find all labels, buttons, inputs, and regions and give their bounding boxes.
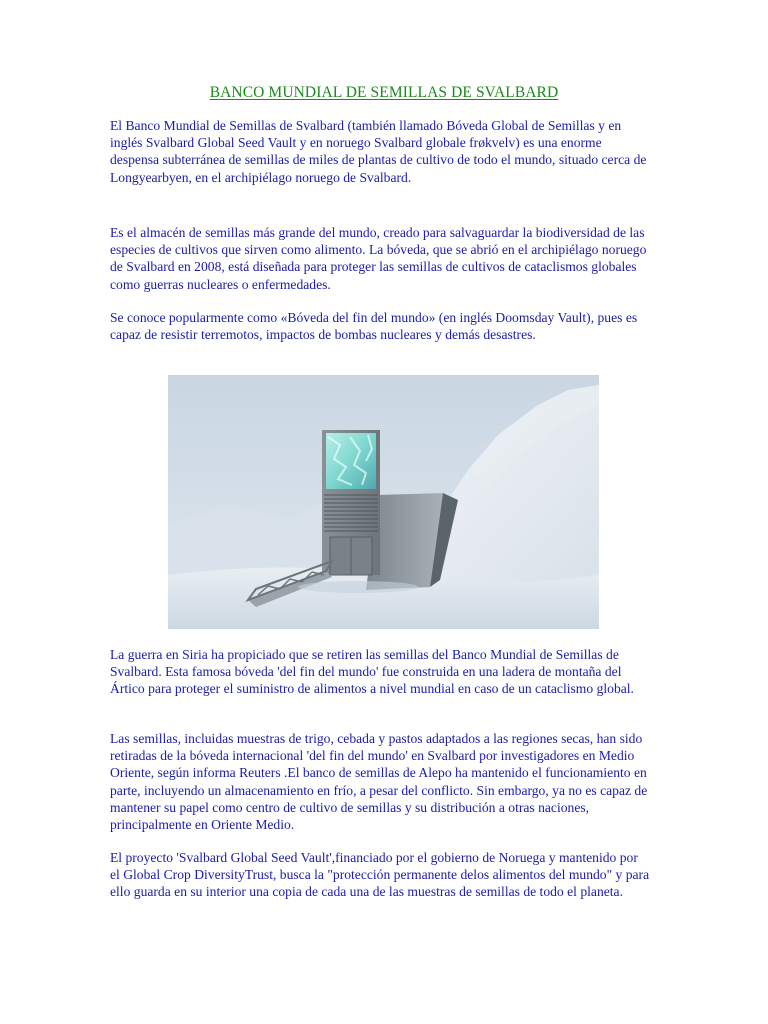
seed-vault-photo [168, 375, 599, 629]
paragraph-project-funding: El proyecto 'Svalbard Global Seed Vault',financiado por el gobierno de Noruega y mantenido por el Global Crop DiversityTrust, busca la "protección permanente delos alimentos del mundo" y para ello guarda en su interior una copia de cada una de las muestras de semillas de todo el planeta. [110, 850, 650, 900]
paragraph-largest-store: Es el almacén de semillas más grande del mundo, creado para salvaguardar la biodiversidad de las especies de cultivos que sirven como alimento. La bóveda, que se abrió en el archipiélago noruego de Svalbard en 2008, está diseñada para proteger las semillas de cultivos de cataclismos globales como guerras nucleares o enfermedades. [110, 225, 647, 292]
paragraph-doomsday-vault: Se conoce popularmente como «Bóveda del fin del mundo» (en inglés Doomsday Vault), pues es capaz de resistir terremotos, impactos de bombas nucleares y demás desastres. [110, 310, 638, 343]
paragraph-seed-withdrawal: Las semillas, incluidas muestras de trigo, cebada y pastos adaptados a las regiones secas, han sido retiradas de la bóveda internacional 'del fin del mundo' en Svalbard por investigadores en Medio Oriente, según informa Reuters .El banco de semillas de Alepo ha mantenido el funcionamiento en parte, incluyendo un almacenamiento en frío, a pesar del conflicto. Sin embargo, ya no es capaz de mantener su papel como centro de cultivo de semillas y su distribución a otras naciones, principalmente en Oriente Medio. [110, 731, 648, 833]
document-title: BANCO MUNDIAL DE SEMILLAS DE SVALBARD [209, 84, 559, 101]
paragraph-syria-war: La guerra en Siria ha propiciado que se retiren las semillas del Banco Mundial de Semillas de Svalbard. Esta famosa bóveda 'del fin del mundo' fue construida en una ladera de montaña del Ártico para proteger el suministro de alimentos a nivel mundial en caso de un cataclismo global. [110, 647, 634, 697]
paragraph-intro: El Banco Mundial de Semillas de Svalbard (también llamado Bóveda Global de Semillas y en inglés Svalbard Global Seed Vault y en noruego Svalbard globale frøkvelv) es una enorme despensa subterránea de semillas de miles de plantas de cultivo de todo el mundo, situado cerca de Longyearbyen, en el archipiélago noruego de Svalbard. [110, 118, 647, 185]
